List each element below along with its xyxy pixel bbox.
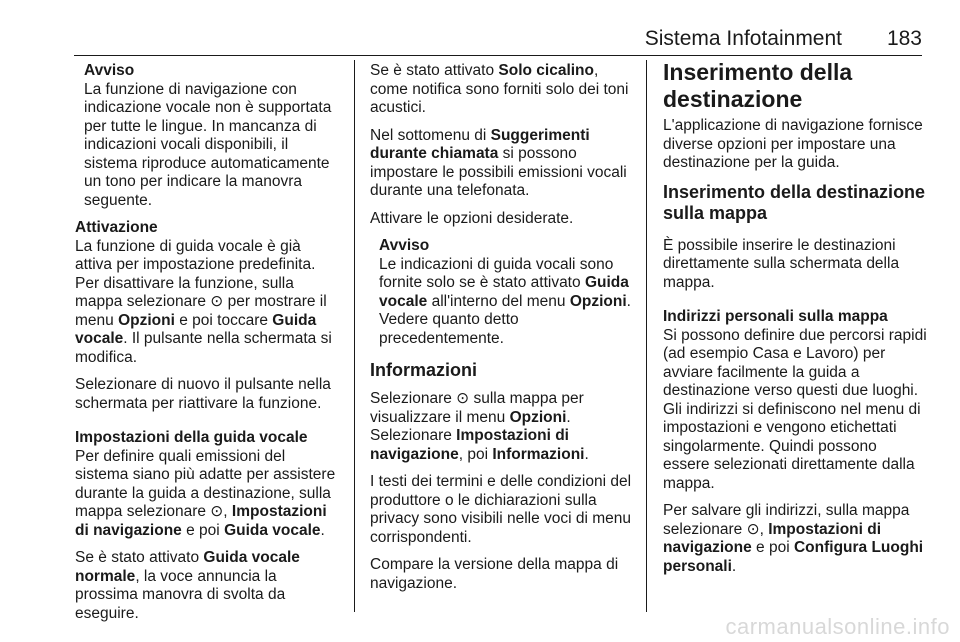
- version-paragraph: Compare la versione della mappa di navigazione.: [370, 556, 619, 592]
- activation-section: Attivazione La funzione di guida vocale è già attiva per impostazione predefinita. Per disattivare la funzione, sulla mappa selezionare ⊙ per mostrare il menu Opzioni e poi toccare Guida vocale. Il pulsante nella schermata si modifica.: [75, 219, 339, 367]
- note-title: Avviso: [84, 62, 135, 79]
- map-entry-paragraph: È possibile inserire le destinazioni direttamente sulla schermata della mappa.: [663, 236, 900, 291]
- menu-option: Opzioni: [569, 292, 627, 310]
- call-hints-paragraph: Nel sottomenu di Suggerimenti durante chiamata si possono impostare le possibili emissioni vocali durante una telefonata.: [370, 126, 627, 199]
- column-2: [370, 62, 636, 602]
- page-number: 183: [886, 27, 922, 50]
- menu-option: Suggerimenti durante chiamata: [370, 126, 590, 162]
- header-rule: [74, 55, 922, 56]
- menu-option: Opzioni: [118, 311, 175, 329]
- map-menu-icon: ⊙: [210, 503, 224, 520]
- note-box: Avviso Le indicazioni di guida vocali sono fornite solo se è stato attivato Guida vocale all'interno del menu Opzioni. Vedere quanto detto precedentemente.: [370, 237, 636, 348]
- map-menu-icon: ⊙: [210, 293, 224, 310]
- menu-option: Guida vocale: [75, 311, 317, 347]
- map-menu-icon: ⊙: [456, 390, 470, 407]
- watermark: carmanualsonline.info: [725, 614, 950, 639]
- enable-options-paragraph: Attivare le opzioni desiderate.: [370, 209, 574, 227]
- menu-option: Configura Luoghi personali: [663, 539, 924, 575]
- note-text: La funzione di navigazione con indicazione vocale non è supportata per tutte le lingue. In mancanza di indicazioni vocali disponibili, il sistema riproduce automaticamente un tono per indicare la manovra seguente.: [84, 80, 332, 209]
- info-heading: Informazioni: [370, 360, 477, 380]
- normal-voice-paragraph: Se è stato attivato Guida vocale normale, la voce annuncia la prossima manovra di svolta da eseguire.: [75, 549, 300, 622]
- reactivate-paragraph: Selezionare di nuovo il pulsante nella schermata per riattivare la funzione.: [75, 376, 331, 412]
- menu-option: Impostazioni di navigazione: [663, 520, 882, 556]
- map-entry-heading: Inserimento della destinazione sulla mappa: [663, 181, 926, 223]
- menu-option: Impostazioni di navigazione: [370, 427, 569, 463]
- map-menu-icon: ⊙: [746, 520, 760, 538]
- intro-paragraph: L'applicazione di navigazione fornisce diverse opzioni per impostare una destinazione per la guida.: [663, 117, 923, 171]
- menu-option: Guida vocale: [224, 521, 321, 539]
- menu-option: Informazioni: [492, 445, 585, 463]
- beep-paragraph: Se è stato attivato Solo cicalino, come notifica sono forniti solo dei toni acustici.: [370, 62, 629, 116]
- home-title: Indirizzi personali sulla mappa: [663, 308, 888, 325]
- column-1: [75, 62, 339, 632]
- column-divider-2: [646, 60, 647, 612]
- page-header: [74, 20, 922, 56]
- menu-option: Opzioni: [509, 408, 567, 426]
- terms-paragraph: I testi dei termini e delle condizioni del produttore o le dichiarazioni sulla privacy sono visibili nelle voci di menu corrispondenti.: [370, 473, 632, 546]
- info-paragraph: Selezionare ⊙ sulla mappa per visualizzare il menu Opzioni. Selezionare Impostazioni di navigazione, poi Informazioni.: [370, 390, 589, 463]
- menu-option: Impostazioni di navigazione: [75, 503, 327, 539]
- save-paragraph: Per salvare gli indirizzi, sulla mappa selezionare ⊙, Impostazioni di navigazione e poi Configura Luoghi personali.: [663, 502, 924, 575]
- header-title: Sistema Infotainment: [644, 27, 842, 50]
- menu-option: Guida vocale: [379, 274, 629, 310]
- section-title: Inserimento della destinazione: [663, 59, 853, 112]
- menu-option: Guida vocale normale: [75, 549, 300, 585]
- note-box: [75, 62, 339, 210]
- column-divider-1: [354, 60, 355, 612]
- home-section: Indirizzi personali sulla mappa Si possono definire due percorsi rapidi (ad esempio Casa e Lavoro) per avviare facilmente la guida a destinazione verso questi due luoghi. Gli indirizzi si definiscono nel menu di impostazioni e vengono etichettati singolarmente. Quindi possono essere selezionati direttamente dalla mappa.: [663, 308, 927, 492]
- column-3: [663, 59, 927, 585]
- voice-settings-section: Impostazioni della guida vocale Per definire quali emissioni del sistema siano più adatte per assistere durante la guida a destinazione, sulla mappa selezionare ⊙, Impostazioni di navigazione e poi Guida vocale.: [75, 429, 339, 540]
- menu-option: Solo cicalino: [498, 62, 594, 79]
- activation-title: Attivazione: [75, 219, 158, 236]
- note-title: Avviso: [379, 237, 430, 254]
- voice-settings-title: Impostazioni della guida vocale: [75, 429, 308, 446]
